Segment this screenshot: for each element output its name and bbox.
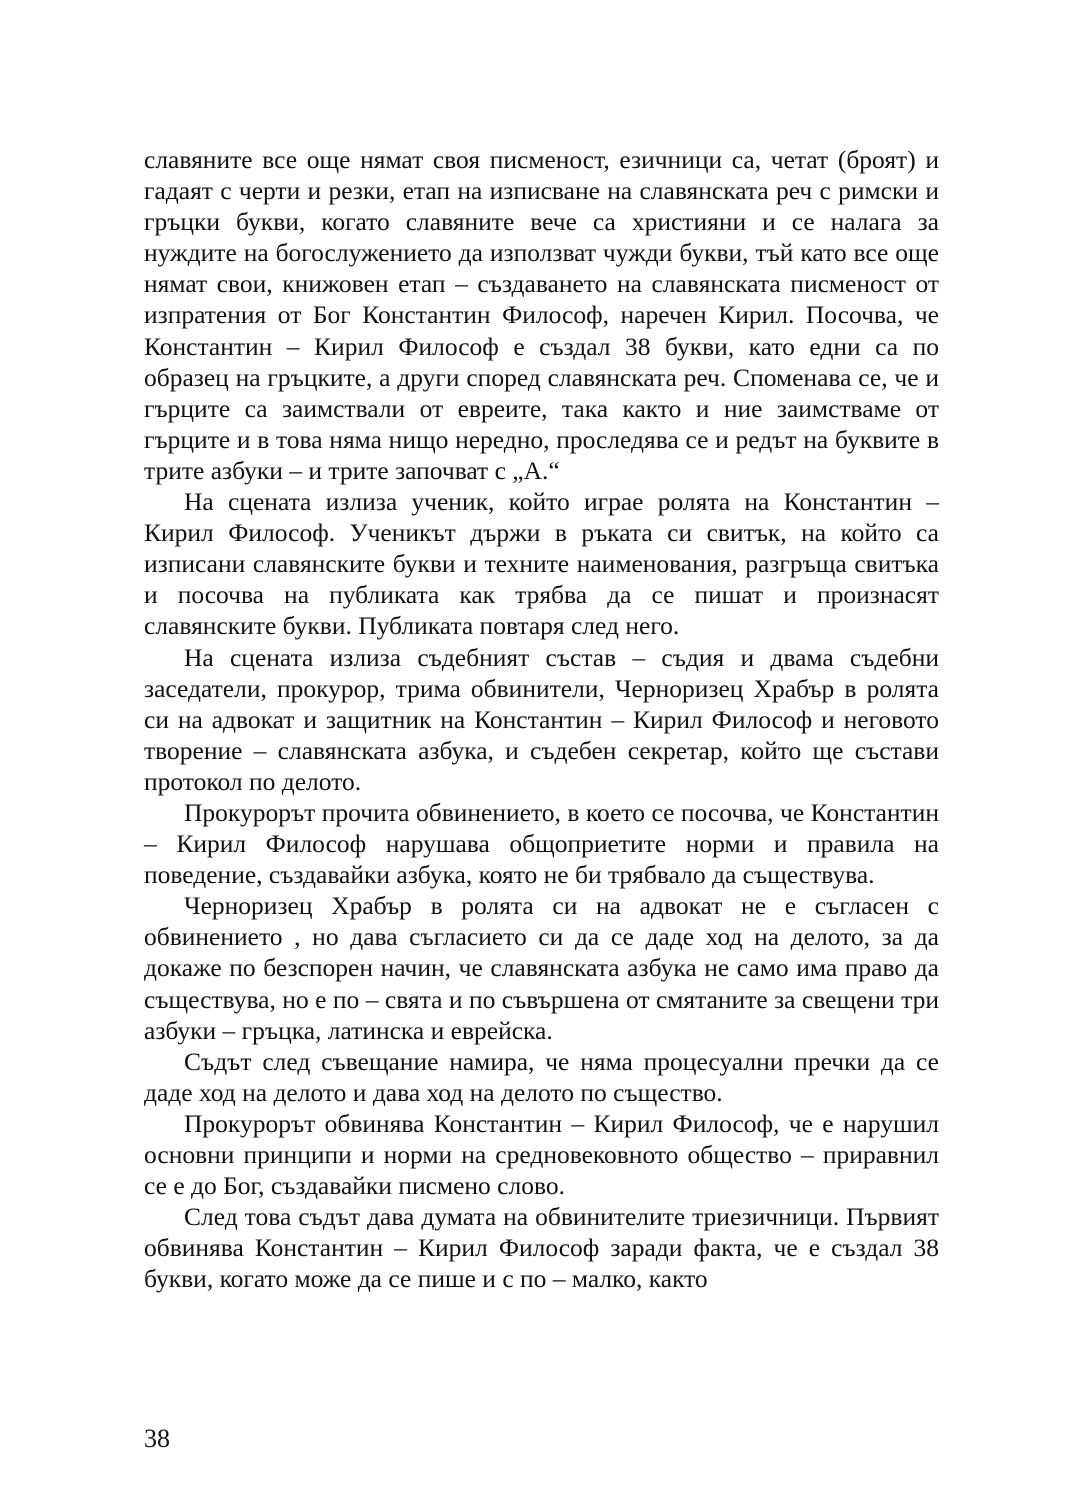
paragraph-6: Съдът след съвещание намира, че няма процесуални пречки да се даде ход на делото и дава ход на делото по същество.	[144, 1046, 939, 1107]
paragraph-8: След това съдът дава думата на обвинителите триезичници. Първият обвинява Константин – Кирил Философ заради факта, че е създал 38 букви, когато може да се пише и с по – малко, както	[144, 1202, 939, 1294]
paragraph-2: На сцената излиза ученик, който играе ролята на Константин – Кирил Философ. Ученикът държи в ръката си свитък, на който са изписани славянските букви и техните наименования, разгръща свитъка и посочва на публиката как трябва да се пишат и произнасят славянските букви. Публиката повтаря след него.	[144, 487, 939, 641]
paragraph-3: На сцената излиза съдебният състав – съдия и двама съдебни заседатели, прокурор, трима обвинители, Черноризец Храбър в ролята си на адвокат и защитник на Константин – Кирил Философ и неговото творение – славянската азбука, и съдебен секретар, който ще състави протокол по делото.	[144, 642, 939, 796]
paragraph-1: славяните все още нямат своя писменост, езичници са, четат (броят) и гадаят с черти и резки, етап на изписване на славянската реч с римски и гръцки букви, когато славяните вече са християни и се налага за нуждите на богослужението да използват чужди букви, тъй като все още нямат свои, книжовен етап – създаването на славянската писменост от изпратения от Бог Константин Философ, наречен Кирил. Посочва, че Константин – Кирил Философ е създал 38 букви, като едни са по образец на гръцките, а други според славянската реч. Споменава се, че и гърците са заимствали от евреите, така както и ние заимстваме от гърците и в това няма нищо нередно, проследява се и редът на буквите в трите азбуки – и трите започват с „А.“	[144, 145, 939, 485]
page-number: 38	[144, 1424, 170, 1453]
body-text	[144, 144, 939, 1294]
paragraph-5: Черноризец Храбър в ролята си на адвокат не е съгласен с обвинението , но дава съгласието си да се даде ход на делото, за да докаже по безспорен начин, че славянската азбука не само има право да съществува, но е по – свята и по съвършена от смятаните за свещени три азбуки – гръцка, латинска и еврейска.	[144, 891, 939, 1045]
paragraph-7: Прокурорът обвинява Константин – Кирил Философ, че е нарушил основни принципи и норми на средновековното общество – приравнил се е до Бог, създавайки писмено слово.	[144, 1108, 939, 1201]
paragraph-4: Прокурорът прочита обвинението, в което се посочва, че Константин – Кирил Философ нарушава общоприетите норми и правила на поведение, създавайки азбука, която не би трябвало да съществува.	[144, 797, 939, 890]
